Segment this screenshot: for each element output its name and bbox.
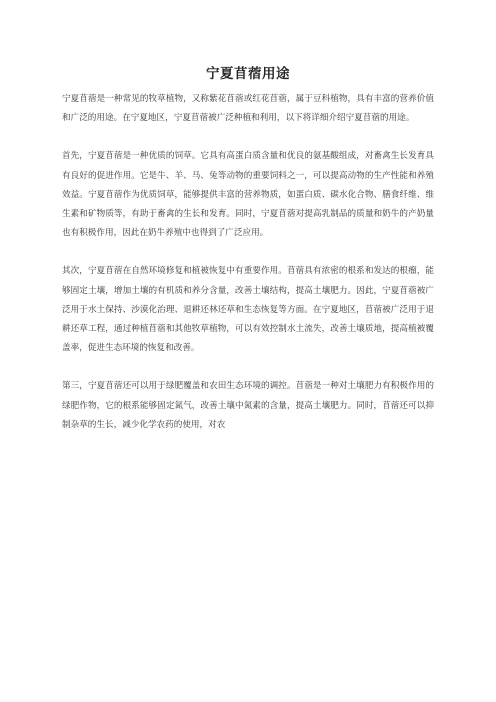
document-title: 宁夏苜蓿用途 xyxy=(206,66,290,82)
paragraph-green-manure: 第三，宁夏苜蓿还可以用于绿肥覆盖和农田生态环境的调控。苜蓿是一种对土壤肥力有积极作用的绿肥作物，它的根系能够固定氮气，改善土壤中氮素的含量，提高土壤肥力。同时，苜蓿还可以抑制杂草的生长，减少化学农药的使用，对农 xyxy=(62,381,434,430)
paragraph-feed-use: 首先，宁夏苜蓿是一种优质的饲草。它具有高蛋白质含量和优良的氨基酸组成，对畜禽生长发育具有良好的促进作用。它是牛、羊、马、兔等动物的重要饲料之一，可以提高动物的生产性能和养殖效益。宁夏苜蓿作为优质饲草，能够提供丰富的营养物质，如蛋白质、碳水化合物、膳食纤维、维生素和矿物质等，有助于畜禽的生长和发育。同时，宁夏苜蓿对提高乳制品的质量和奶牛的产奶量也有积极作用，因此在奶牛养殖中也得到了广泛应用。 xyxy=(62,151,434,239)
paragraph-ecological-restoration: 其次，宁夏苜蓿在自然环境修复和植被恢复中有重要作用。苜蓿具有浓密的根系和发达的根瘤，能够固定土壤，增加土壤的有机质和养分含量，改善土壤结构，提高土壤肥力。因此，宁夏苜蓿被广泛用于水土保持、沙漠化治理、退耕还林还草和生态恢复等方面。在宁夏地区，苜蓿被广泛用于退耕还草工程，通过种植苜蓿和其他牧草植物，可以有效控制水土流失，改善土壤质地，提高植被覆盖率，促进生态环境的恢复和改善。 xyxy=(62,266,434,354)
paragraph-intro: 宁夏苜蓿是一种常见的牧草植物，又称紫花苜蓿或红花苜蓿，属于豆科植物，具有丰富的营养价值和广泛的用途。在宁夏地区，宁夏苜蓿被广泛种植和利用，以下将详细介绍宁夏苜蓿的用途。 xyxy=(62,94,434,124)
